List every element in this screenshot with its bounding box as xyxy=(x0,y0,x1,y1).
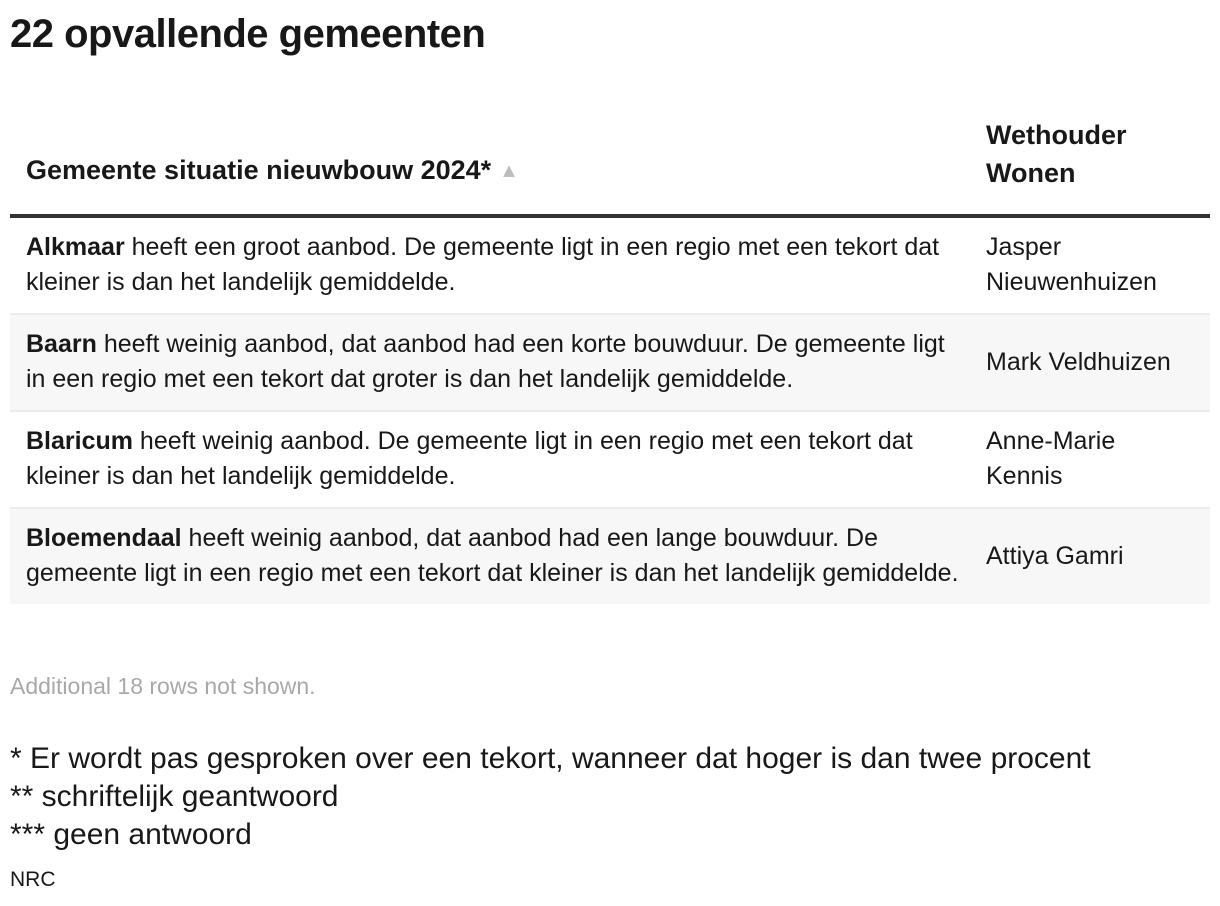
footnote-1: * Er wordt pas gesproken over een tekort, wanneer dat hoger is dan twee procent xyxy=(10,742,1091,775)
hidden-rows-note: Additional 18 rows not shown. xyxy=(10,673,316,699)
gemeente-name: Bloemendaal xyxy=(26,524,182,552)
table-row xyxy=(10,314,1210,411)
data-table xyxy=(10,116,1210,604)
cell-situatie xyxy=(10,508,986,604)
situatie-text: heeft weinig aanbod. De gemeente ligt in een regio met een tekort dat kleiner is dan het landelijk gemiddelde. xyxy=(26,427,913,490)
column-header-gemeente[interactable] xyxy=(10,116,986,216)
cell-situatie xyxy=(10,411,986,508)
situatie-text: heeft weinig aanbod, dat aanbod had een lange bouwduur. De gemeente ligt in een regio met een tekort dat kleiner is dan het landelijk gemiddelde. xyxy=(26,524,959,587)
cell-wethouder: Attiya Gamri xyxy=(986,508,1210,604)
cell-situatie xyxy=(10,216,986,314)
gemeente-name: Baarn xyxy=(26,330,97,358)
footnote-3: *** geen antwoord xyxy=(10,818,252,851)
cell-wethouder: Jasper Nieuwenhuizen xyxy=(986,216,1210,314)
footnote-2: ** schriftelijk geantwoord xyxy=(10,780,339,813)
table-row xyxy=(10,216,1210,314)
sort-ascending-icon[interactable]: ▲ xyxy=(499,160,519,182)
table-row xyxy=(10,508,1210,604)
cell-wethouder: Anne-Marie Kennis xyxy=(986,411,1210,508)
table-row xyxy=(10,411,1210,508)
column-header-wethouder[interactable]: Wethouder Wonen xyxy=(986,116,1210,216)
gemeente-name: Alkmaar xyxy=(26,233,125,261)
source-label: NRC xyxy=(10,868,56,891)
column-header-gemeente-label: Gemeente situatie nieuwbouw 2024* xyxy=(26,155,492,185)
cell-wethouder: Mark Veldhuizen xyxy=(986,314,1210,411)
cell-situatie xyxy=(10,314,986,411)
gemeente-name: Blaricum xyxy=(26,427,133,455)
table-header-row xyxy=(10,116,1210,216)
situatie-text: heeft weinig aanbod, dat aanbod had een korte bouwduur. De gemeente ligt in een regio met een tekort dat groter is dan het landelijk gemiddelde. xyxy=(26,330,945,393)
footnotes xyxy=(10,740,1091,854)
situatie-text: heeft een groot aanbod. De gemeente ligt in een regio met een tekort dat kleiner is dan het landelijk gemiddelde. xyxy=(26,233,940,296)
chart-title: 22 opvallende gemeenten xyxy=(10,12,486,56)
